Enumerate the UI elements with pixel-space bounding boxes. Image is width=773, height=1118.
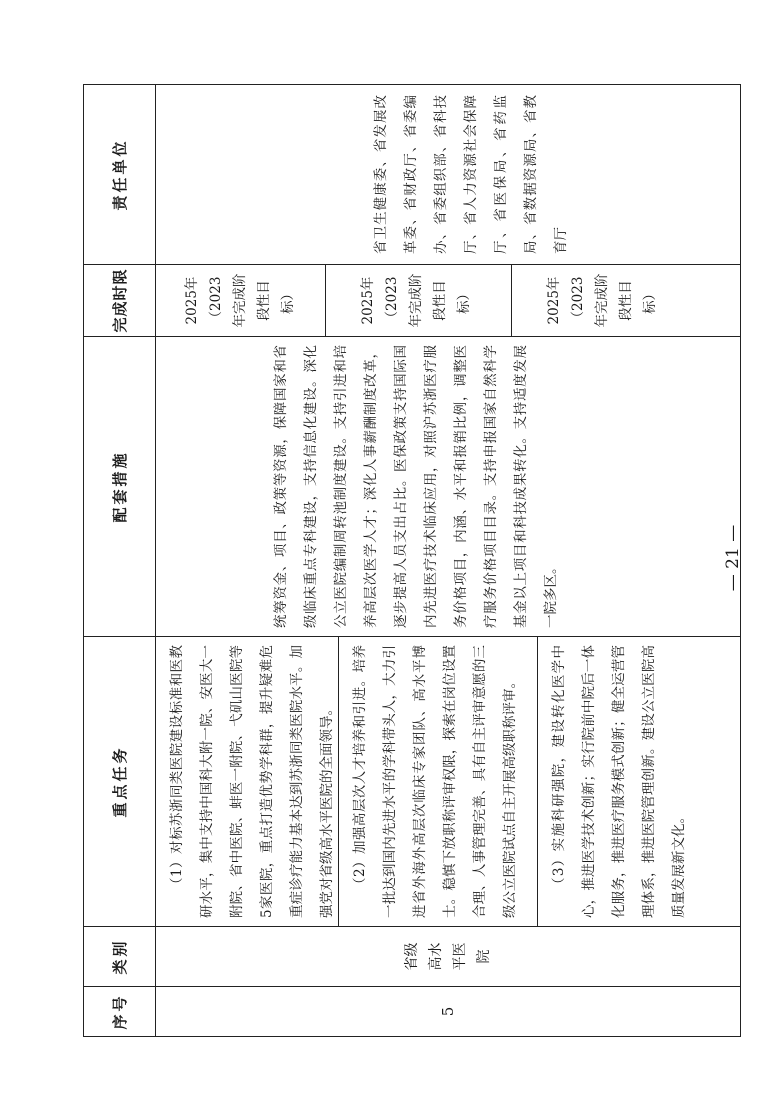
table-header-row <box>84 85 156 1037</box>
deadline-1-year: 2025年 <box>184 276 200 325</box>
rotated-table-container <box>83 85 738 1037</box>
task-table <box>83 84 744 1037</box>
header-task: 重点任务 <box>84 637 156 927</box>
deadline-3 <box>512 265 702 336</box>
task-item-2: （2）加强高层次人才培养和引进。培养一批达到国内先进水平的学科带头人，大力引进省外海外高层次临床专家团队、高水平博士。稳慎下放职称评审权限，探索在岗位设置合理、人事管理完善、具有自主评审意愿的三级公立医院试点自主开展高级职称评审。 <box>339 637 538 926</box>
header-category: 类别 <box>84 927 156 987</box>
header-measures: 配套措施 <box>84 337 156 637</box>
page-number: — 21 — <box>723 524 744 592</box>
deadline-2-year: 2025年 <box>360 276 376 325</box>
deadline-2-note: （2023年完成阶段性目标） <box>384 273 472 328</box>
measures-cell: 统筹资金、项目、政策等资源，保障国家和省级临床重点专科建设，支持信息化建设。深化公立医院编制周转池制度建设。支持引进和培养高层次医学人才；深化人事薪酬制度改革，逐步提高人员支出占比。医保政策支持国际国内先进医疗技术临床应用，对照沪苏浙医疗服务价格项目，内涵、水平和报销比例，调整医疗服务价格项目目录。支持申报国家自然科学基金以上项目和科技成果转化。支持适度发展一院多区。 <box>156 337 741 637</box>
deadline-2 <box>326 265 512 336</box>
deadline-1-note: （2023年完成阶段性目标） <box>208 273 296 328</box>
header-no: 序号 <box>84 987 156 1037</box>
deadline-3-year: 2025年 <box>546 276 562 325</box>
header-deadline: 完成时限 <box>84 265 156 337</box>
task-item-1: （1）对标苏浙同类医院建设标准和医教研水平，集中支持中国科大附一院、安医大一附院、省中医院、蚌医一附院、弋矶山医院等5家医院，重点打造优势学科群，提升疑难危重症诊疗能力基本达到苏浙同类医院水平。加强党对省级高水平医院的全面领导。 <box>156 637 339 926</box>
header-units: 责任单位 <box>84 85 156 265</box>
table-row <box>156 85 741 1037</box>
task-item-3: （3）实施科研强院，建设转化医学中心，推进医学技术创新；实行院前中院后一体化服务，推进医疗服务模式创新；健全运营管理体系，推进医院管理创新。建设公立医院高质量发展新文化。 <box>551 645 687 918</box>
row-category: 省级高水平医院 <box>156 927 741 987</box>
deadline-1 <box>156 265 326 336</box>
row-number: 5 <box>156 987 741 1037</box>
deadline-3-note: （2023年完成阶段性目标） <box>570 273 658 328</box>
responsible-units: 省卫生健康委、省发展改革委、省财政厅、省委编办、省委组织部、省科技厅、省人力资源社会保障厅、省医保局、省药监局、省数据资源局、省教育厅 <box>156 85 741 265</box>
